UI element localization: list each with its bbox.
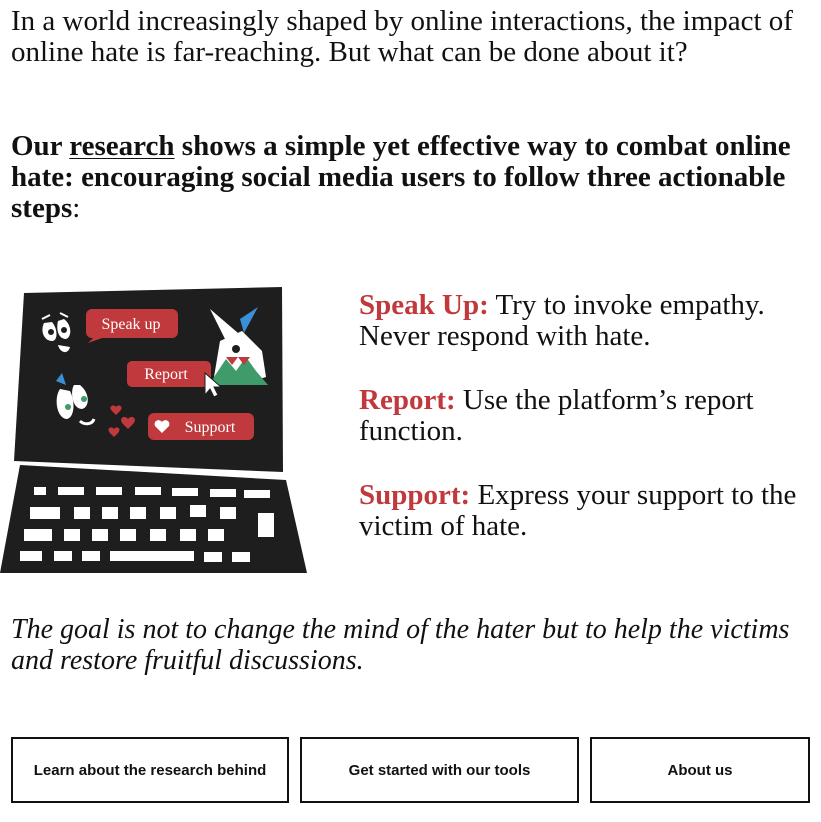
bubble-support-label: Support xyxy=(184,419,236,436)
lead-end: : xyxy=(72,192,81,224)
report-bubble-icon xyxy=(127,361,211,387)
steps-list xyxy=(359,290,814,575)
lead-prefix: Our xyxy=(11,130,63,162)
intro-paragraph: In a world increasingly shaped by online interactions, the impact of online hate is far-reaching. But what can be done about it? xyxy=(11,5,793,68)
research-button-label: Learn about the research behind xyxy=(33,761,267,779)
bubble-speak-up-label: Speak up xyxy=(101,316,161,333)
lead-suffix: shows a simple yet effective way to combat online hate: encouraging social media users to follow three actionable steps xyxy=(11,130,791,224)
tools-button-label: Get started with our tools xyxy=(348,761,531,779)
about-us-button[interactable] xyxy=(590,737,810,803)
step-speak-up xyxy=(359,290,814,352)
tools-button[interactable] xyxy=(300,737,579,803)
research-link[interactable]: research xyxy=(69,130,175,162)
research-button[interactable] xyxy=(11,737,289,803)
step-support-label: Support: xyxy=(359,479,471,511)
step-report xyxy=(359,385,814,447)
laptop-illustration xyxy=(0,285,310,577)
step-report-label: Report: xyxy=(359,384,456,416)
goal-statement: The goal is not to change the mind of the hater but to help the victims and restore fruitful discussions. xyxy=(11,614,790,676)
support-bubble-icon xyxy=(148,413,254,440)
step-speak-up-label: Speak Up: xyxy=(359,289,489,321)
about-us-button-label: About us xyxy=(667,761,733,779)
lead-paragraph xyxy=(11,131,816,224)
speak-up-bubble-icon xyxy=(86,309,178,343)
step-report-text: Use the platform’s report function. xyxy=(359,384,754,447)
step-speak-up-text: Try to invoke empathy. Never respond with hate. xyxy=(359,289,765,352)
step-support-text: Express your support to the victim of hate. xyxy=(359,479,797,542)
bubble-report-label: Report xyxy=(144,366,188,383)
step-support xyxy=(359,480,814,542)
